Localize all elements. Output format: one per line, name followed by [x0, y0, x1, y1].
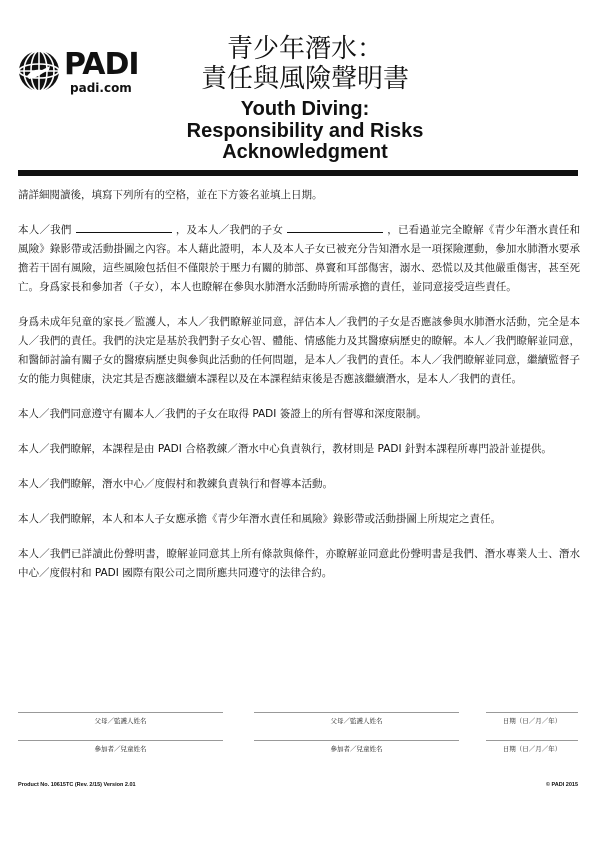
paragraph-supervision-limits: 本人／我們同意遵守有關本人／我們的子女在取得 PADI 簽證上的所有督導和深度限制。	[18, 408, 427, 420]
title-en-line1: Youth Diving:	[240, 98, 370, 120]
parent-name-label-2: 父母／監護人姓名	[330, 717, 383, 725]
paragraph-legal-contract: 本人／我們已詳讀此份聲明書，瞭解並同意其上所有條款與條件，亦瞭解並同意此份聲明書是我們、潛水專業人士、潛水中心／度假村和 PADI 國際有限公司之間所應共同遵守的法律合約。	[18, 548, 580, 579]
parent-name-label-1: 父母／監護人姓名	[94, 717, 147, 725]
paragraph-dive-center-supervision: 本人／我們瞭解，潛水中心／度假村和教練負責執行和督導本活動。	[18, 478, 333, 490]
paragraph-acknowledgment	[18, 221, 580, 297]
copyright: © PADI 2015	[545, 782, 578, 788]
date-label-2: 日期（日／月／年）	[502, 745, 562, 753]
header-rule	[18, 170, 578, 176]
title-zh-line2: 責任與風險聲明書	[200, 64, 409, 94]
parent-signature-line-1[interactable]	[18, 712, 223, 713]
paragraph-course-delivery: 本人／我們瞭解，本課程是由 PADI 合格教練／潛水中心負責執行，教材則是 PADI 針對本課程所專門設計並提供。	[18, 443, 552, 455]
document-header	[0, 0, 596, 180]
paragraph-child-responsibility: 本人／我們瞭解，本人和本人子女應承擔《青少年潛水責任和風險》錄影帶或活動掛圖上所規定之責任。	[18, 513, 501, 525]
participant-signature-line-1[interactable]	[18, 740, 223, 741]
child-name-blank[interactable]	[287, 222, 383, 233]
signature-section	[18, 712, 578, 757]
parent-signature-line-2[interactable]	[254, 712, 459, 713]
participant-signature-line-2[interactable]	[254, 740, 459, 741]
parent-name-blank[interactable]	[76, 222, 172, 233]
date-label-1: 日期（日／月／年）	[502, 717, 562, 725]
p1-part-c: ，已看過並完全瞭解《青少年潛水責任和風險》錄影帶或活動掛圖之內容。本人藉此證明，本人及本人子女已被充分告知潛水是一項探險運動，參加水肺潛水要承擔若干固有風險，這些風險包括但不僅限於于壓力有關的肺部、鼻竇和耳部傷害，溺水、恐慌以及其他嚴重傷害，甚至死亡。身爲家長和參加者（子女），本人也瞭解在參與水肺潛水活動時所需承擔的責任，並同意接受這些責任。	[18, 224, 581, 293]
brand-name: PADI	[64, 47, 139, 82]
p1-part-b: ，及本人／我們的子女	[175, 224, 284, 236]
p1-part-a: 本人／我們	[18, 224, 72, 236]
product-number: Product No. 10615TC (Rev. 2/15) Version 2.01	[18, 782, 136, 788]
instructions: 請詳細閱讀後，填寫下列所有的空格，並在下方簽名並填上日期。	[18, 189, 323, 201]
title-en-line3: Acknowledgment	[222, 141, 388, 163]
paragraph-guardian-responsibility: 身爲未成年兒童的家長／監護人，本人／我們瞭解並同意，評估本人／我們的子女是否應該參與水肺潛水活動，完全是本人／我們的責任。我們的決定是基於我們對子女心智、體能、情感能力及其醫療病歷史的瞭解。本人／我們瞭解並同意，和醫師討論有關子女的醫療病歷史與參與此活動的任何問題，是本人／我們的責任。本人／我們瞭解並同意，繼續監督子女的能力與健康，決定其是否應該繼續本課程以及在本課程結束後是否應該繼續潛水，是本人／我們的責任。	[18, 316, 580, 385]
participant-name-label-1: 參加者／兒童姓名	[94, 745, 147, 753]
title-zh-line1: 青少年潛水：	[226, 34, 383, 64]
date-line-1[interactable]	[486, 712, 578, 713]
padi-logo	[16, 48, 146, 98]
title-en-line2: Responsibility and Risks	[186, 120, 424, 142]
date-line-2[interactable]	[486, 740, 578, 741]
participant-name-label-2: 參加者／兒童姓名	[330, 745, 383, 753]
document-body	[18, 186, 580, 599]
brand-url: padi.com	[70, 81, 132, 95]
globe-diver-icon	[18, 50, 60, 92]
